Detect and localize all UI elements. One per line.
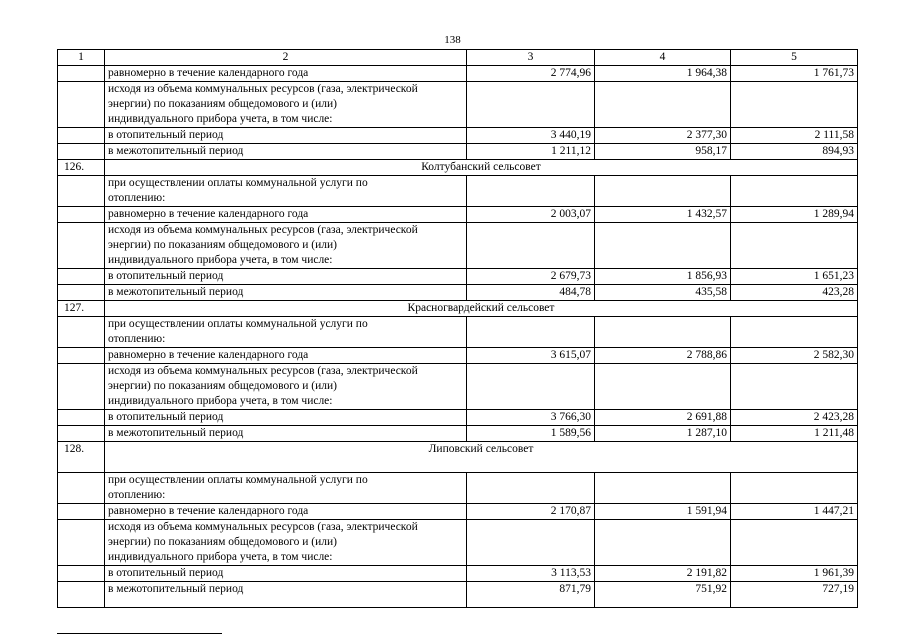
table-row (58, 207, 858, 223)
row-index-cell (58, 317, 105, 348)
empty-value-cell (595, 520, 731, 566)
section-row (58, 160, 858, 176)
value-cell: 1 432,57 (595, 207, 731, 223)
table-row (58, 82, 858, 128)
description-line: исходя из объема коммунальных ресурсов (газа, электрической (108, 365, 418, 377)
value-cell: 1 287,10 (595, 426, 731, 442)
value-cell: 1 651,23 (731, 269, 858, 285)
section-title: Липовский сельсовет (105, 442, 858, 473)
row-description (105, 473, 467, 504)
description-line: энергии) по показаниям общедомового и (или) (108, 536, 337, 548)
value-cell: 1 856,93 (595, 269, 731, 285)
table-row (58, 348, 858, 364)
row-label: в межотопительный период (105, 285, 467, 301)
empty-value-cell (467, 473, 595, 504)
column-header: 3 (467, 50, 595, 66)
empty-value-cell (731, 82, 858, 128)
empty-value-cell (731, 520, 858, 566)
empty-value-cell (595, 176, 731, 207)
row-index-cell (58, 504, 105, 520)
table-row (58, 128, 858, 144)
table-row (58, 473, 858, 504)
value-cell: 1 211,48 (731, 426, 858, 442)
empty-value-cell (731, 176, 858, 207)
value-cell: 2 679,73 (467, 269, 595, 285)
row-index-cell (58, 269, 105, 285)
row-index-cell (58, 582, 105, 608)
empty-value-cell (467, 364, 595, 410)
row-description (105, 82, 467, 128)
value-cell: 2 582,30 (731, 348, 858, 364)
column-header: 5 (731, 50, 858, 66)
description-line: исходя из объема коммунальных ресурсов (газа, электрической (108, 521, 418, 533)
value-cell: 3 440,19 (467, 128, 595, 144)
row-index-cell (58, 566, 105, 582)
empty-value-cell (467, 223, 595, 269)
row-index-cell (58, 364, 105, 410)
row-label: в межотопительный период (105, 144, 467, 160)
description-line: энергии) по показаниям общедомового и (или) (108, 239, 337, 251)
table-row (58, 426, 858, 442)
value-cell: 3 113,53 (467, 566, 595, 582)
table-row (58, 66, 858, 82)
row-label: в отопительный период (105, 566, 467, 582)
value-cell: 2 170,87 (467, 504, 595, 520)
row-description (105, 176, 467, 207)
row-index-cell (58, 66, 105, 82)
footnote-rule (57, 633, 222, 634)
value-cell: 2 377,30 (595, 128, 731, 144)
row-label: равномерно в течение календарного года (105, 207, 467, 223)
value-cell: 3 766,30 (467, 410, 595, 426)
value-cell: 1 211,12 (467, 144, 595, 160)
row-label: равномерно в течение календарного года (105, 66, 467, 82)
row-index-cell (58, 410, 105, 426)
section-row (58, 301, 858, 317)
page-number: 138 (444, 34, 461, 46)
empty-value-cell (467, 82, 595, 128)
value-cell: 2 191,82 (595, 566, 731, 582)
table-row (58, 504, 858, 520)
section-number: 126. (58, 160, 105, 176)
value-cell: 958,17 (595, 144, 731, 160)
empty-value-cell (731, 364, 858, 410)
row-label: в отопительный период (105, 269, 467, 285)
value-cell: 3 615,07 (467, 348, 595, 364)
description-line: индивидуального прибора учета, в том числе: (108, 113, 333, 125)
value-cell: 2 111,58 (731, 128, 858, 144)
empty-value-cell (467, 176, 595, 207)
description-line: исходя из объема коммунальных ресурсов (газа, электрической (108, 83, 418, 95)
row-description (105, 520, 467, 566)
value-cell: 727,19 (731, 582, 858, 608)
row-label: в отопительный период (105, 128, 467, 144)
value-cell: 751,92 (595, 582, 731, 608)
row-index-cell (58, 348, 105, 364)
row-description (105, 223, 467, 269)
value-cell: 1 961,39 (731, 566, 858, 582)
row-index-cell (58, 144, 105, 160)
description-line: энергии) по показаниям общедомового и (или) (108, 98, 337, 110)
section-row (58, 442, 858, 473)
description-line: индивидуального прибора учета, в том числе: (108, 395, 333, 407)
value-cell: 2 691,88 (595, 410, 731, 426)
row-description (105, 317, 467, 348)
value-cell: 435,58 (595, 285, 731, 301)
description-line: при осуществлении оплаты коммунальной услуги по (108, 318, 368, 330)
value-cell: 1 761,73 (731, 66, 858, 82)
section-title: Красногвардейский сельсовет (105, 301, 858, 317)
column-header: 1 (58, 50, 105, 66)
table-row (58, 520, 858, 566)
value-cell: 1 591,94 (595, 504, 731, 520)
row-index-cell (58, 426, 105, 442)
empty-value-cell (595, 223, 731, 269)
table-row (58, 410, 858, 426)
value-cell: 894,93 (731, 144, 858, 160)
description-line: индивидуального прибора учета, в том числе: (108, 254, 333, 266)
value-cell: 1 289,94 (731, 207, 858, 223)
table-row (58, 582, 858, 608)
value-cell: 1 447,21 (731, 504, 858, 520)
section-title: Колтубанский сельсовет (105, 160, 858, 176)
row-index-cell (58, 82, 105, 128)
table-row (58, 364, 858, 410)
row-index-cell (58, 520, 105, 566)
empty-value-cell (595, 317, 731, 348)
description-line: исходя из объема коммунальных ресурсов (газа, электрической (108, 224, 418, 236)
value-cell: 484,78 (467, 285, 595, 301)
empty-value-cell (467, 317, 595, 348)
section-number: 128. (58, 442, 105, 473)
table-row (58, 566, 858, 582)
empty-value-cell (595, 82, 731, 128)
value-cell: 1 964,38 (595, 66, 731, 82)
description-line: отоплению: (108, 333, 166, 345)
empty-value-cell (467, 520, 595, 566)
row-label: в межотопительный период (105, 426, 467, 442)
row-label: равномерно в течение календарного года (105, 348, 467, 364)
row-label: равномерно в течение календарного года (105, 504, 467, 520)
table-row (58, 223, 858, 269)
row-index-cell (58, 223, 105, 269)
table-row (58, 317, 858, 348)
empty-value-cell (731, 317, 858, 348)
row-description (105, 364, 467, 410)
column-header: 2 (105, 50, 467, 66)
value-cell: 871,79 (467, 582, 595, 608)
table-row (58, 269, 858, 285)
empty-value-cell (731, 223, 858, 269)
tariff-table (57, 49, 858, 608)
row-label: в отопительный период (105, 410, 467, 426)
row-index-cell (58, 128, 105, 144)
row-index-cell (58, 285, 105, 301)
column-header-row (58, 50, 858, 66)
row-index-cell (58, 176, 105, 207)
value-cell: 2 774,96 (467, 66, 595, 82)
description-line: при осуществлении оплаты коммунальной услуги по (108, 474, 368, 486)
column-header: 4 (595, 50, 731, 66)
table-row (58, 176, 858, 207)
value-cell: 1 589,56 (467, 426, 595, 442)
value-cell: 2 003,07 (467, 207, 595, 223)
value-cell: 423,28 (731, 285, 858, 301)
section-number: 127. (58, 301, 105, 317)
table-row (58, 144, 858, 160)
description-line: отоплению: (108, 489, 166, 501)
value-cell: 2 788,86 (595, 348, 731, 364)
description-line: индивидуального прибора учета, в том числе: (108, 551, 333, 563)
empty-value-cell (595, 473, 731, 504)
row-index-cell (58, 473, 105, 504)
empty-value-cell (731, 473, 858, 504)
row-index-cell (58, 207, 105, 223)
description-line: энергии) по показаниям общедомового и (или) (108, 380, 337, 392)
description-line: отоплению: (108, 192, 166, 204)
row-label: в межотопительный период (105, 582, 467, 608)
table-row (58, 285, 858, 301)
empty-value-cell (595, 364, 731, 410)
tariff-table-body (58, 50, 858, 608)
value-cell: 2 423,28 (731, 410, 858, 426)
description-line: при осуществлении оплаты коммунальной услуги по (108, 177, 368, 189)
